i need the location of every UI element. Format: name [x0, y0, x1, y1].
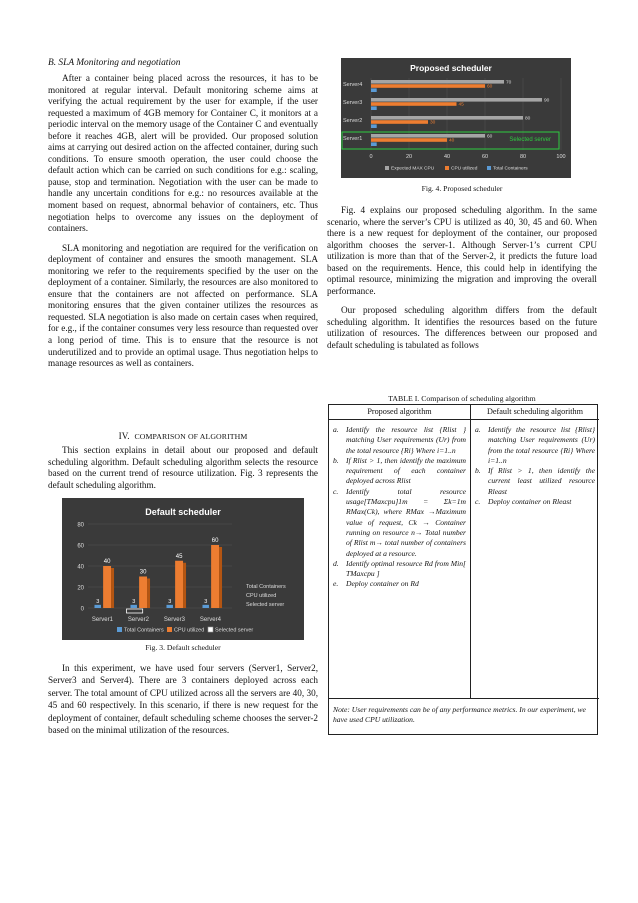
y-tick-label: Server1 — [343, 136, 363, 142]
table-cell-default — [475, 425, 595, 507]
list-item-text: If Rlist > 1, then identify the current least utilized resource Rleast — [488, 466, 595, 496]
legend-swatch — [385, 166, 389, 170]
x-tick-label: 0 — [369, 154, 373, 160]
bar-cpu-utilized — [175, 561, 183, 608]
data-label: 45 — [175, 553, 183, 560]
table-caption: TABLE I. Comparison of scheduling algorithm — [388, 394, 536, 403]
data-label: 30 — [430, 120, 436, 126]
data-label: 3 — [96, 598, 100, 605]
x-tick-label: Server2 — [127, 617, 149, 623]
table-cell-proposed — [333, 425, 466, 590]
chart-title: Default scheduler — [145, 507, 221, 517]
proposed-scheduler-chart — [341, 58, 571, 178]
table-list-item — [475, 466, 595, 497]
list-item-letter: b. — [333, 455, 339, 465]
bar-cpu-utilized — [371, 120, 428, 124]
bar-expected-max-cpu — [371, 134, 485, 138]
paragraph: In this experiment, we have used four servers (Server1, Server2, Server3 and Server4). There are 3 containers deployed across each server. The total amount of CPU utilized across all the servers are 40, 30, 45 and 60 respectively. In this scenario, if there is new request for the deployment of container, default scheduling scheme chooses the server-2 based on the minimal utilization of the resources. — [48, 663, 318, 736]
y-tick-label: Server3 — [343, 100, 363, 106]
data-label: 3 — [168, 598, 172, 605]
bar-cpu-side — [183, 563, 186, 608]
paragraph: Our proposed scheduling algorithm differs from the default scheduling algorithm. It identifies the resources based on the future utilization of resources. The differences between our proposed and default scheduling is tabulated as follows — [327, 305, 597, 351]
bar-cpu-side — [219, 547, 222, 608]
section-number: IV. — [118, 431, 130, 441]
legend-swatch — [208, 627, 213, 632]
list-item-letter: e. — [333, 579, 339, 589]
bar-total-containers — [371, 124, 377, 128]
y-tick-label: Server4 — [343, 82, 363, 88]
paragraph: After a container being placed across the resources, it has to be monitored at regular interval. Default monitoring scheme aims at verifying the actual requirement by the user for example, if the user requested a maximum of 4GB memory for Container C, it monitors at a periodic interval on the memory usage of the Container C and eventually before it reaches 4GB, alert will be provided. Our proposed solution aims at carrying out desired action on the affected container, during such conditions. To ensure smooth operation, the user could choose the default action which can be carried on such conditions for e.g.: scaling, pause, stop and termination. Negotiation with the user can be made to handle any uncertain conditions for e.g.: no resources available at the moment based on request, abnormal behavior of containers, etc. Thus negotiation helps to overcome any issues on the deployment of containers. — [48, 73, 318, 234]
table-divider — [329, 698, 599, 699]
data-label: 45 — [458, 102, 464, 108]
legend-label: CPU utilized — [451, 166, 478, 172]
legend-swatch — [487, 166, 491, 170]
table-note: Note: User requirements can be of any performance metrics. In our experiment, we have used CPU utilization. — [333, 705, 586, 725]
bar-total-containers — [166, 605, 172, 608]
left-column-text-2 — [48, 445, 318, 491]
bar-cpu-utilized — [139, 577, 147, 609]
x-tick-label: Server4 — [199, 617, 221, 623]
bar-cpu-utilized — [211, 545, 219, 608]
legend-label: Total Containers — [124, 627, 164, 634]
section-heading-sla: B. SLA Monitoring and negotiation — [48, 58, 181, 68]
bar-total-containers — [202, 605, 208, 608]
bar-cpu-side — [111, 568, 114, 608]
bar-expected-max-cpu — [371, 98, 542, 102]
data-label: 40 — [449, 138, 455, 144]
paragraph: SLA monitoring and negotiation are required for the verification on deployment of container and ensures the smooth management. SLA monitoring we refer to the requirements specified by the user on the deployment of a container. Similarly, the resources are also monitored to ensure that the containers are not affected on performance. SLA monitoring ensures that the given container utilizes the resources as requested. SLA negotiation is also made on certain cases when required, for e.g., if the container consumes very less resource than requested over a long period of time. This is to ensure that the resource is not underutilized and to provide an optimal usage. Thus negotiation helps to manage resources as well as containers. — [48, 242, 318, 369]
x-tick-label: 40 — [443, 154, 451, 160]
depth-axis-label: CPU utilized — [246, 593, 277, 599]
right-column-text — [327, 205, 597, 352]
bar-cpu-utilized — [371, 138, 447, 142]
table-divider — [329, 419, 599, 420]
paragraph: Fig. 4 explains our proposed scheduling algorithm. In the same scenario, where the server’s CPU is utilized as 40, 30, 45 and 60. When there is a new request for deployment of the container, our proposed algorithm chooses the server-1. Although Server-1’s current CPU utilization is more than that of the Server-2, it predicts the future load based on the requirements. Hence, this could help in identifying the optimal resource, minimizing the migration and improving the overall performance. — [327, 205, 597, 296]
bar-cpu-utilized — [371, 102, 457, 106]
list-item-letter: c. — [475, 497, 481, 507]
left-column-text-3 — [48, 662, 318, 736]
default-scheduler-svg — [62, 498, 304, 640]
legend-label: CPU utilized — [174, 627, 205, 634]
bar-expected-max-cpu — [371, 80, 504, 84]
data-label: 70 — [506, 80, 512, 86]
table-list-item — [475, 425, 595, 466]
highlight-label: Selected server — [509, 137, 551, 143]
list-item-letter: a. — [333, 425, 339, 434]
list-item-text: Identify total resource usage[TMaxcpu]1m = Σk=1m RMax(Ck), where RMax →Maximum value of request, Ck → Container running on resource n→ Total number of Rlist m→ total number of containers deployed at a resource. — [346, 486, 466, 558]
y-tick-label: 60 — [77, 543, 84, 550]
data-label: 60 — [487, 134, 493, 140]
bar-cpu-utilized — [103, 566, 111, 608]
list-item-text: Deploy container on Rd — [346, 579, 419, 589]
bar-total-containers — [94, 605, 100, 608]
chart-title: Proposed scheduler — [410, 63, 492, 73]
bar-expected-max-cpu — [371, 116, 523, 120]
data-label: 30 — [139, 569, 147, 576]
y-tick-label: 0 — [80, 606, 84, 613]
table-list-item — [475, 497, 595, 507]
x-tick-label: 60 — [481, 154, 489, 160]
x-tick-label: 80 — [519, 154, 527, 160]
bar-total-containers — [130, 605, 136, 608]
fig4-caption: Fig. 4. Proposed scheduler — [421, 184, 503, 193]
table-divider — [470, 405, 471, 698]
data-label: 3 — [132, 598, 136, 605]
list-item-letter: a. — [475, 425, 481, 434]
bar-total-containers — [371, 142, 377, 146]
table-header-proposed: Proposed algorithm — [367, 407, 432, 416]
data-label: 40 — [103, 559, 111, 565]
list-item-letter: b. — [475, 466, 481, 476]
list-item-text: If Rlist > 1, then identify the maximum requirement of each container deployed across Rlist — [346, 455, 466, 486]
x-tick-label: Server1 — [91, 617, 113, 623]
paragraph: This section explains in detail about our proposed and default scheduling algorithm. Default scheduling algorithm selects the resource based on the current trend of resource utilization. Fig. 3 represents the default scheduling algorithm. — [48, 445, 318, 490]
section-title: COMPARISON OF ALGORITHM — [134, 432, 248, 441]
table-list-item — [333, 425, 466, 456]
list-item-text: Identify the resource list {Rlist } matching User requirements (Ur) from the total resource {Ri} Where i=1..n — [346, 425, 466, 455]
bar-cpu-utilized — [371, 84, 485, 88]
comparison-table — [328, 404, 598, 735]
table-list-item — [333, 559, 466, 580]
legend-label: Expected MAX CPU — [391, 166, 435, 172]
legend-swatch — [445, 166, 449, 170]
y-tick-label: 80 — [77, 522, 84, 529]
table-list-item — [333, 456, 466, 487]
list-item-text: Identify optimal resource Rd from Min[ TMaxcpu ] — [346, 558, 466, 579]
bar-total-containers — [371, 88, 377, 92]
list-item-letter: d. — [333, 558, 339, 568]
y-tick-label: Server2 — [343, 118, 363, 124]
x-tick-label: 20 — [405, 154, 413, 160]
bar-cpu-side — [147, 579, 150, 609]
bar-total-containers — [371, 106, 377, 110]
data-label: 60 — [487, 84, 493, 90]
list-item-letter: c. — [333, 486, 339, 496]
y-tick-label: 40 — [77, 564, 84, 571]
depth-axis-label: Total Containers — [246, 584, 286, 590]
legend-label: Total Containers — [493, 166, 528, 172]
data-label: 90 — [544, 98, 550, 104]
proposed-scheduler-svg — [341, 58, 571, 178]
depth-axis-label: Selected server — [246, 602, 285, 608]
legend-swatch — [117, 627, 122, 632]
list-item-text: Deploy container on Rleast — [488, 497, 572, 507]
data-label: 60 — [211, 538, 219, 544]
data-label: 3 — [204, 598, 208, 605]
list-item-text: Identify the resource list {Rlist} matching User requirements (Ur) from the total resource {Ri} Where i=1..n — [488, 425, 595, 465]
x-tick-label: Server3 — [163, 617, 185, 623]
legend-label: Selected server — [215, 627, 254, 634]
table-list-item — [333, 487, 466, 559]
left-column-text — [48, 73, 318, 370]
legend-swatch — [167, 627, 172, 632]
table-header-default: Default scheduling algorithm — [487, 407, 583, 416]
default-scheduler-chart — [62, 498, 304, 640]
fig3-caption: Fig. 3. Default scheduler — [145, 643, 221, 652]
y-tick-label: 20 — [77, 585, 84, 592]
data-label: 80 — [525, 116, 531, 122]
x-tick-label: 100 — [556, 154, 566, 160]
section-heading-comparison — [48, 431, 318, 441]
table-list-item — [333, 579, 466, 589]
